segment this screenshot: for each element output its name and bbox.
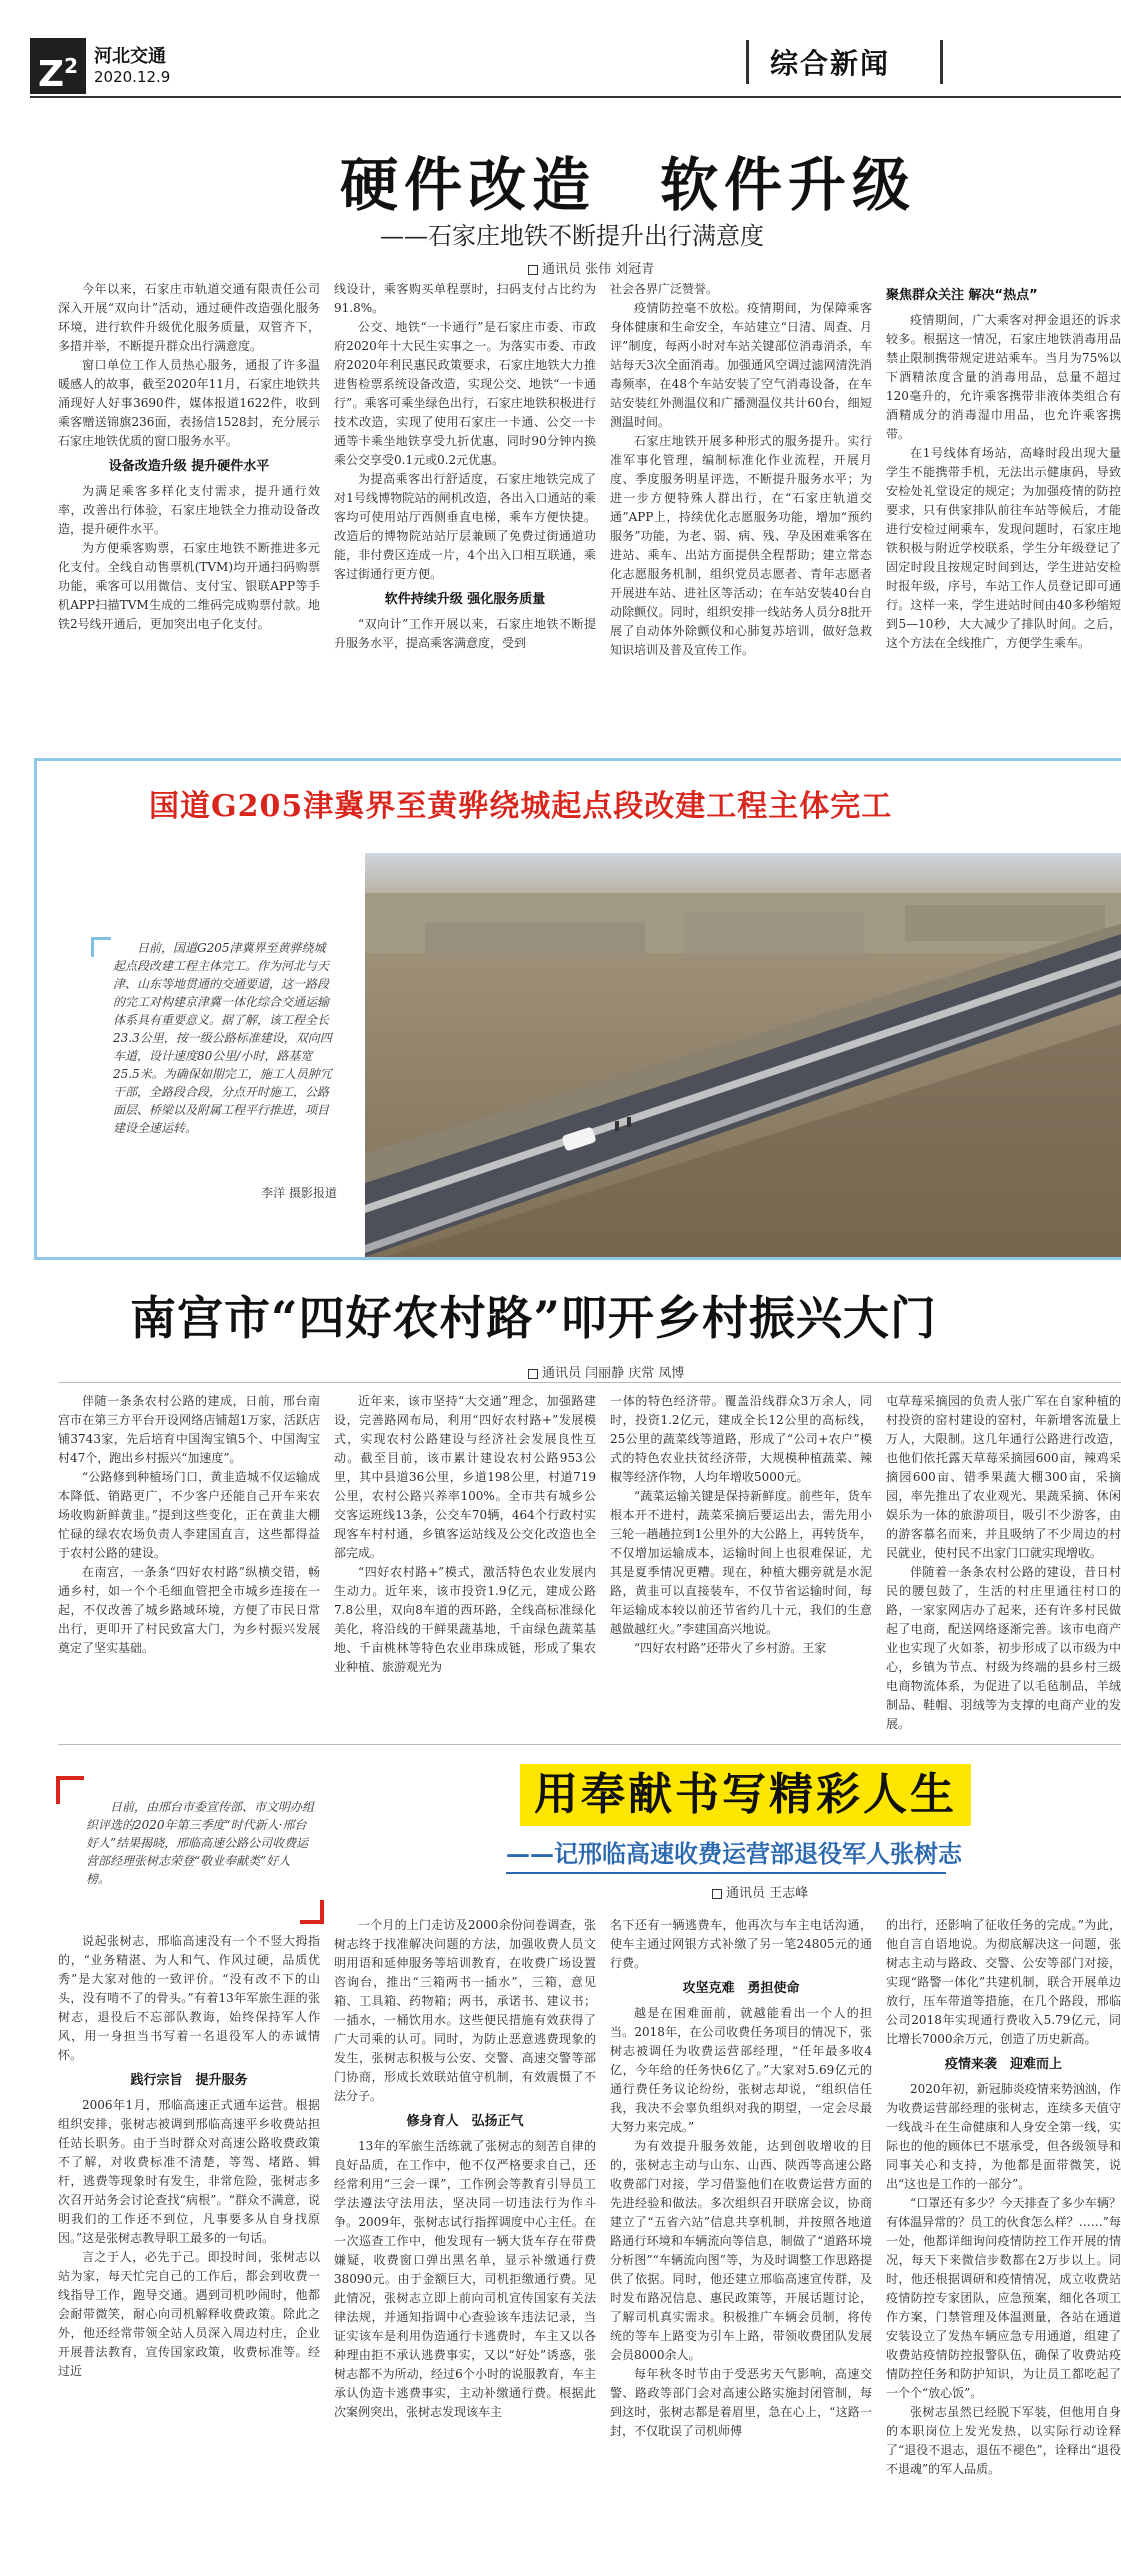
page-letter: Z [37, 54, 65, 95]
article2-column-2 [334, 1392, 596, 1732]
article1-column-2 [334, 280, 596, 740]
paragraph: 说起张树志，邢临高速没有一个不竖大拇指的，“业务精湛、为人和气、作风过硬，品质优秀”是大家对他的一致评价。“没有改不下的山头，没有啃不了的骨头。”有着13年军旅生涯的张树志，退役后不忘部队教诲，始终保持军人作风，用一身担当书写着一名退役军人的赤诚情怀。 [58, 1934, 320, 2062]
article2-column-3 [610, 1392, 872, 1732]
paragraph: 为有效提升服务效能，达到创收增收的目的，张树志主动与山东、山西、陕西等高速公路收费部门对接，学习借鉴他们在收费运营方面的先进经验和做法。多次组织召开联席会议，协商建立了“五省六站”信息共享机制，并按照各地道路通行环境和车辆流向等信息，制做了“道路环境分析图”“车辆流向图”等，为及时调整工作思路提供了依据。同时，他还建立邢临高速宣传群，及时发布路况信息、惠民政策等，开展话题讨论，了解司机真实需求。积极推广车辆会员制，将传统的等车上路变为引车上路，带领收费团队发展会员8000余人。 [610, 2139, 872, 2362]
article2-column-1 [58, 1392, 320, 1732]
paragraph: 社会各界广泛赞誉。 [610, 282, 719, 296]
paragraph: 今年以来，石家庄市轨道交通有限责任公司深入开展“双向计”活动，通过硬件改造强化服务环境，进行软件升级优化服务质量，双管齐下，多措并举，不断提升群众出行满意度。 [58, 282, 320, 353]
paragraph: “双向计”工作开展以来，石家庄地铁不断提升服务水平，提高乘客满意度，受到 [334, 617, 596, 650]
paragraph: 为满足乘客多样化支付需求，提升通行效率，改善出行体验，石家庄地铁全力推动设备改造，提升硬件水平。 [58, 484, 320, 536]
subheading: 疫情来袭 迎难而上 [944, 2057, 1062, 2072]
caption-corner-decoration [91, 937, 111, 957]
article2-headline: 南宫市“四好农村路”叩开乡村振兴大门 [130, 1291, 937, 1345]
article3-summary-box [58, 1780, 328, 1920]
highway-aerial-photo [365, 853, 1121, 1257]
paragraph: “蔬菜运输关键是保持新鲜度。前些年，货车根本开不进村，蔬菜采摘后要运出去，需先用小三轮一趟趟拉到1公里外的大公路上，再转货车，不仅增加运输成本，运输时间上也很难保证，尤其是夏季情况更糟。现在，种植大棚旁就是水泥路，黄韭可以直接装车，不仅节省运输时间，每年运输成本较以前还节省约几十元，我们的生意越做越红火。”李建国高兴地说。 [610, 1489, 872, 1636]
paragraph: “四好农村路+”模式，激活特色农业发展内生动力。近年来，该市投资1.9亿元，建成公路7.8公里，双向8车道的西环路，全线高标准绿化美化，将沿线的干鲜果蔬基地，千亩绿色蔬菜基地、千亩桃林等特色农业串珠成链，形成了集农业种植、旅游观光为 [334, 1565, 596, 1674]
paragraph: 为方便乘客购票，石家庄地铁不断推进多元化支付。全线自动售票机(TVM)均开通扫码购票功能，乘客可以用微信、支付宝、银联APP等手机APP扫描TVM生成的二维码完成购票付款。地铁2号线开通后，更加突出电子化支付。 [58, 541, 320, 631]
article1-subhead: ——石家庄地铁不断提升出行满意度 [380, 222, 764, 250]
paragraph: 越是在困难面前，就越能看出一个人的担当。2018年，在公司收费任务项目的情况下，张树志被调任为收费运营部经理，“任年最多收4亿，今年给的任务快6亿了。”大家对5.69亿元的通行费任务议论纷纷，张树志却说，“组织信任我，我决不会辜负组织对我的期望，一定会尽最大努力来完成。” [610, 2006, 872, 2134]
article3-byline-text: 通讯员 王志峰 [726, 1886, 809, 1901]
article3-column-1 [58, 1932, 320, 2562]
paragraph: 线设计，乘客购买单程票时，扫码支付占比约为91.8%。 [334, 282, 596, 315]
paragraph: 一体的特色经济带。覆盖沿线群众3万余人，同时，投资1.2亿元，建成全长12公里的高标线，25公里的蔬菜线等道路，形成了“公司+农户”模式的特色农业扶贫经济带，大规模种植蔬菜、辣椒等经济作物，人均年增收5000元。 [610, 1394, 872, 1484]
byline-marker-icon [528, 1369, 538, 1379]
article3-subhead-rule [506, 1872, 946, 1874]
masthead [30, 38, 1121, 96]
paragraph: 在南宫，一条条“四好农村路”纵横交错，畅通乡村，如一个个毛细血管把全市城乡连接在一起，不仅改善了城乡路域环境，方便了市民日常出行，更叩开了村民致富大门，为乡村振兴发展奠定了坚实基础。 [58, 1565, 320, 1655]
paragraph: “口罩还有多少？今天排查了多少车辆？有体温异常的？员工的伙食怎么样？……”每一处，他都详细询问疫情防控工作开展的情况，每天下来微信步数都在2万步以上。同时，他还根据调研和疫情情况，成立收费站疫情防控专家团队，应急预案，细化各项工作方案，门禁管理及体温测量，各站在通道安装设立了发热车辆应急专用通道，组建了收费站疫情防控报警队伍，确保了收费站疫情防控任务和防护知识，为让员工都吃起了一个个“放心饭”。 [886, 2196, 1121, 2400]
paragraph: 每年秋冬时节由于受恶劣天气影响，高速交警、路政等部门会对高速公路实施封闭管制，每到这时，张树志都是着眉里，急在心上，“这路一封，不仅耽误了司机师傅 [610, 2367, 872, 2438]
subheading: 聚焦群众关注 解决“热点” [886, 288, 1038, 303]
masthead-divider [746, 40, 749, 84]
paragraph: 名下还有一辆逃费车，他再次与车主电话沟通，使车主通过网银方式补缴了另一笔24805元的通行费。 [610, 1918, 872, 1970]
paragraph: 屯草莓采摘园的负责人张广军在自家种植的村投资的窑村建设的窑村，年新增客流量上万人，大限制。这几年通行公路进行改造，也他们依托露天草莓采摘园600亩，辣鸡采摘园600亩、错季果蔬大棚300亩，采摘园，率先推出了农业观光、果蔬采摘、休闲娱乐为一体的旅游项目，吸引不少游客，由的游客慕名而来，并且吸纳了不少周边的村民就业，使村民不出家门口就实现增收。 [886, 1394, 1121, 1560]
paragraph: 近年来，该市坚持“大交通”理念，加强路建设，完善路网布局，利用“四好农村路+”发展模式，实现农村公路建设与经济社会发展良性互动。截至目前，该市累计建设农村公路953公里，其中县道36公里，乡道198公里，村道719公里，农村公路兴养率100%。全市共有城乡公交客运班线13条，公交车70辆，464个行政村实现客车村村通，乡镇客运站线及公交化改造也全部完成。 [334, 1394, 596, 1560]
paragraph: “公路修到种植场门口，黄韭造城不仅运输成本降低、销路更广，不少客户还能自己开车来农场收购新鲜黄韭。”提到这些变化，正在黄韭大棚忙碌的绿农农场负责人李建国直言，这些都得益于农村公路的建设。 [58, 1470, 320, 1560]
paragraph: 张树志虽然已经脱下军装，但他用自身的本职岗位上发光发热，以实际行动诠释了“退役不退志，退伍不褪色”，诠释出“退役不退魂”的军人品质。 [886, 2405, 1121, 2476]
article1-column-1 [58, 280, 320, 740]
page-number: 2 [64, 54, 79, 78]
paragraph: 伴随一条条农村公路的建成，日前，邢台南宫市在第三方平台开设网络店铺超1万家，活跃店铺3743家，先后培育中国淘宝镇5个、中国淘宝村47个，跑出乡村振兴“加速度”。 [58, 1394, 320, 1465]
issue-date: 2020.12.9 [94, 68, 171, 86]
article3-column-2 [334, 1916, 596, 2562]
photo-feature [34, 758, 1121, 1260]
masthead-divider-right [940, 40, 943, 84]
paragraph: 2006年1月，邢临高速正式通车运营。根据组织安排，张树志被调到邢临高速平乡收费站担任站长职务。由于当时群众对高速公路收费政策不了解，对收费标准不清楚，等驾、堵路、辑杆，逃费等现象时有发生，非常危险，张树志多次召开站务会讨论查找“病根”。“群众不满意，说明我们的工作还不到位，凡事要多从自身找原因。”这是张树志教导职工最多的一句话。 [58, 2098, 320, 2245]
article2-column-4 [886, 1392, 1121, 1732]
feature-caption-box [57, 911, 357, 1241]
paragraph: 石家庄地铁开展多种形式的服务提升。实行准军事化管理，编制标准化作业流程，开展月度、季度服务明星评选，不断提升服务水平；为进一步方便特殊人群出行，在“石家庄轨道交通”APP上，持续优化志愿服务功能，增加“预约服务”功能，为老、弱、病、残、孕及困难乘客在进站、乘车、出站方面提供全程帮助；建立常态化志愿服务机制，组织党员志愿者、青年志愿者开展进车站、进社区等活动；在车站安装40台自动除颤仪。同时，组织安排一线站务人员分8批开展了自动体外除颤仪和心肺复苏培训，做好急救知识培训及普及宣传工作。 [610, 434, 872, 657]
article3-headline-highlight [520, 1764, 971, 1826]
article3-summary: 日前，由邢台市委宣传部、市文明办组织评选的2020年第三季度“时代新人·邢台好人”结果揭晓，邢临高速公路公司收费运营部经理张树志荣登“敬业奉献类”好人榜。 [86, 1800, 315, 1886]
paragraph: 伴随着一条条农村公路的建设，昔日村民的腰包鼓了，生活的村庄里通往村口的路，一家家网店办了起来，还有许多村民做起了电商，配送网络逐渐完善。该市电商产业也实现了火如茶，初步形成了以市级为中心，乡镇为节点、村级为终端的县乡村三级电商物流体系，为促进了以毛毡制品，羊绒制品、鞋帽、羽绒等为支撑的电商产业的发展。 [886, 1565, 1121, 1731]
section-divider [58, 1744, 1121, 1745]
paragraph: 疫情期间，广大乘客对押金退还的诉求较多。根据这一情况，石家庄地铁消毒用品禁止限制携带规定进站乘车。当月为75%以下酒精浓度含量的消毒用品，总量不超过120毫升的，允许乘客携带非液体类组合有酒精成分的消毒湿巾用品，也允许乘客携带。 [886, 313, 1121, 441]
article2-rule [58, 1382, 1121, 1383]
paragraph: 公交、地铁“一卡通行”是石家庄市委、市政府2020年十大民生实事之一。为落实市委、市政府2020年利民惠民政策要求，石家庄地铁大力推进售检票系统设备改造，实现公交、地铁“一卡通行”。乘客可乘坐绿色出行，石家庄地铁积极进行技术改造，实现了使用石家庄一卡通、公交一卡通等卡乘坐地铁享受九折优惠，同时90分钟内换乘公交享受0.1元或0.2元优惠。 [334, 320, 596, 467]
paragraph: 在1号线体育场站，高峰时段出现大量学生不能携带手机，无法出示健康码，导致安检处礼堂设定的规定；为加强疫情的防控要求，只有供家排队前往车站等候后，才能进行安检过闸乘车，发现问题时，石家庄地铁积极与附近学校联系，学生分年级登记了固定时段且按规定时间到达，学生进站安检时报年级，序号，车站工作人员登记即可通行。这样一来，学生进站时间由40多秒缩短到5—10秒，大大减少了排队时间。之后，这个方法在全线推广，方便学生乘车。 [886, 446, 1121, 650]
paragraph: 13年的军旅生活练就了张树志的刻苦自律的良好品质，在工作中，他不仅严格要求自己，还经常利用“三会一课”，工作例会等教育引导员工学法遵法守法用法，坚决同一切违法行为作斗争。2009年，张树志试行指挥调度中心主任。在一次巡查工作中，他发现有一辆大货车存在带费嫌疑，收费窗口弹出黑名单，显示补缴通行费38090元。由于金额巨大，司机拒缴通行费。见此情况，张树志立即上前向司机宣传国家有关法律法规，并通知指调中心查验该车违法记录，当证实该车是利用伪造通行卡逃费时，车主又以各种理由拒不承认逃费事实，又以“好处”诱惑，张树志都不为所动，经过6个小时的说服教育，车主承认伪造卡逃费事实，主动补缴通行费。根据此次案例突出，张树志发现该车主 [334, 2139, 596, 2419]
highway-photo-illustration [365, 853, 1121, 1257]
article3-byline [712, 1882, 808, 1901]
article1-headline: 硬件改造 软件升级 [340, 151, 917, 219]
article1-column-3 [610, 280, 872, 740]
article1-byline [528, 258, 654, 277]
page-number-box [30, 38, 86, 94]
article1-column-4 [886, 280, 1121, 740]
byline-marker-icon [528, 265, 538, 275]
paragraph: 一个月的上门走访及2000余份问卷调查，张树志终于找准解决问题的方法，加强收费人员文明用语和延伸服务等培训教育，在收费广场设置咨询台，推出“三箱两书一插水”，三箱，意见箱、工具箱、药物箱；两书，承诺书、建议书；一插水，一桶饮用水。这些便民措施有效获得了广大司乘的认可。同时，为防止恶意逃费现象的发生，张树志积极与公安、交警、高速交警等部门协商，形成长效联站值守机制，有效震慑了不法分子。 [334, 1918, 596, 2103]
article3-headline: 用奉献书写精彩人生 [534, 1769, 957, 1820]
feature-title: 国道G205津冀界至黄骅绕城起点段改建工程主体完工 [149, 789, 893, 824]
article3-column-4 [886, 1916, 1121, 2562]
feature-caption: 日前，国道G205津冀界至黄骅绕城起点段改建工程主体完工。作为河北与天津、山东等地贯通的交通要道，这一路段的完工对构建京津冀一体化综合交通运输体系具有重要意义。据了解，该工程全长23.3公里，按一级公路标准建设，双向四车道，设计速度80公里/小时，路基宽25.5米。为确保如期完工，施工人员肿冗干部，全路段合段，分点开时施工，公路面层、桥梁以及附属工程平行推进，项目建设全速运转。 [113, 941, 332, 1135]
paper-name: 河北交通 [94, 46, 166, 67]
article2-byline [528, 1362, 684, 1381]
article3-column-3 [610, 1916, 872, 2562]
paragraph: “四好农村路”还带火了乡村游。王家 [634, 1641, 827, 1655]
masthead-rule [30, 96, 1121, 98]
subheading: 践行宗旨 提升服务 [130, 2073, 248, 2088]
byline-marker-icon [712, 1889, 722, 1899]
article2-byline-text: 通讯员 闫丽静 庆常 凤博 [542, 1366, 685, 1381]
summary-corner-decoration-bottom [300, 1900, 324, 1924]
paragraph: 2020年初，新冠肺炎疫情来势汹汹，作为收费运营部经理的张树志，连续多天值守一线战斗在生命健康和人身安全第一线，实际也的他的顾体已不堪承受，但各级领导和同事关心和支持，为他都是面带微笑，说出“这也是工作的一部分”。 [886, 2082, 1121, 2191]
subheading: 修身育人 弘扬正气 [406, 2114, 524, 2129]
subheading: 攻坚克难 勇担使命 [682, 1981, 800, 1996]
paragraph: 窗口单位工作人员热心服务，通报了许多温暖感人的故事，截至2020年11月，石家庄地铁共涌现好人好事3690件，媒体报道1622件，收到乘客赠送锦旗236面，表扬信1528封，充分展示石家庄地铁优质的窗口服务水平。 [58, 358, 320, 448]
photo-credit: 李洋 摄影报道 [261, 1186, 337, 1200]
paragraph: 言之于人，必先于己。即投时间，张树志以站为家，每天忙完自己的工作后，都会到收费一线指导工作，跑导交通。遇到司机吵闹时，他都会耐带微笑，耐心向司机解释收费政策。除此之外，他还经常带领全站人员深入周边村庄，企业开展普法教育，宣传国家政策，收费标准等。经过近 [58, 2250, 320, 2378]
paragraph: 疫情防控毫不放松。疫情期间，为保障乘客身体健康和生命安全，车站建立“日清、周查、月评”制度，每两小时对车站关键部位消毒消杀，车站每天3次全面消毒。加强通风空调过滤网清洗消毒频率，在48个车站安装了空气消毒设备，在车站安装红外测温仪和广播测温仪共计60台，细短测温时间。 [610, 301, 872, 429]
article1-byline-text: 通讯员 张伟 刘冠青 [542, 262, 655, 277]
paragraph: 的出行，还影响了征收任务的完成。”为此，他自言自语地说。为彻底解决这一问题，张树志主动与路政、交警、公安等部门对接，实现“路警一体化”共建机制，联合开展单边放行，压车带道等措施，在几个路段，邢临公司2018年实现通行费收入5.79亿元，同比增长7000余万元，创造了历史新高。 [886, 1918, 1121, 2046]
article3-subhead: ——记邢临高速收费运营部退役军人张树志 [506, 1839, 962, 1868]
subheading: 设备改造升级 提升硬件水平 [108, 459, 270, 474]
paragraph: 为提高乘客出行舒适度，石家庄地铁完成了对1号线博物院站的闸机改造，各出入口通站的乘客均可使用站厅西侧垂直电梯，乘车方便快捷。改造后的博物院站站厅层兼顾了免费过街通道功能，非付费区连成一片，4个出入口相互联通，乘客过街通行更方便。 [334, 472, 596, 581]
subheading: 软件持续升级 强化服务质量 [384, 592, 546, 607]
section-title: 综合新闻 [770, 47, 891, 80]
